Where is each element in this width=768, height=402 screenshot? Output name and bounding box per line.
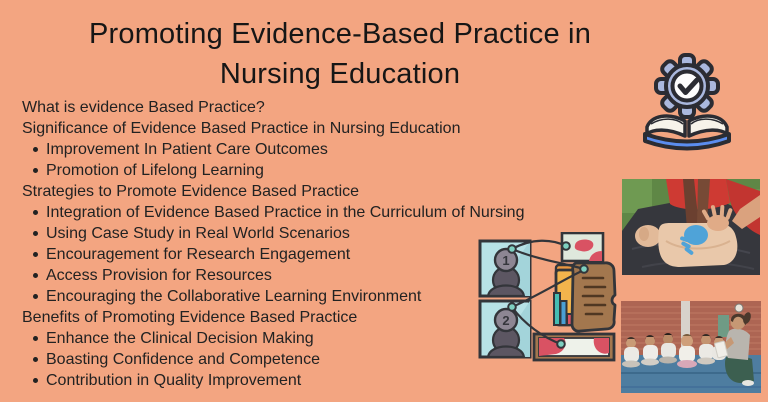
video-call-collaboration-illustration: [476, 232, 622, 366]
bar-blue: [561, 301, 567, 325]
classroom-teaching-photo: [621, 301, 761, 393]
outline-item: Promotion of Lifelong Learning: [22, 160, 492, 181]
outline-item: Encouragement for Research Engagement: [22, 244, 492, 265]
outline-item: Access Provision for Resources: [22, 265, 492, 286]
open-book-icon: [645, 116, 729, 148]
outline-list: [22, 97, 525, 391]
outline-item: Improvement In Patient Care Outcomes: [22, 139, 492, 160]
outline-item: Encouraging the Collaborative Learning Environment: [22, 286, 492, 307]
check-circle: [673, 72, 702, 101]
cpr-training-photo: [622, 179, 760, 275]
frame-number-2: 2: [502, 313, 510, 328]
page-title: [0, 14, 680, 94]
outline-heading: Significance of Evidence Based Practice in Nursing Education: [22, 120, 461, 137]
outline-item: Boasting Confidence and Competence: [22, 349, 492, 370]
bar-teal: [554, 293, 560, 325]
outline-heading: Strategies to Promote Evidence Based Practice: [22, 183, 360, 200]
green-board: [718, 315, 729, 337]
page-title-line1: Promoting Evidence-Based Practice in: [88, 18, 592, 50]
outline-item: Using Case Study in Real World Scenarios: [22, 223, 492, 244]
frame-number-1: 1: [502, 253, 510, 268]
wall-clock: [735, 304, 743, 312]
outline-heading: What is evidence Based Practice?: [22, 99, 265, 116]
outline-heading: Benefits of Promoting Evidence Based Practice: [22, 309, 358, 326]
outline-item: Integration of Evidence Based Practice in the Curriculum of Nursing: [22, 202, 492, 223]
gear-check-book-icon: [638, 52, 740, 158]
outline-item: Enhance the Clinical Decision Making: [22, 328, 492, 349]
page-title-line2: Nursing Education: [219, 58, 461, 90]
video-frame-1: [480, 241, 530, 296]
video-frame-2: [480, 301, 530, 357]
outline-item: Contribution in Quality Improvement: [22, 370, 492, 391]
